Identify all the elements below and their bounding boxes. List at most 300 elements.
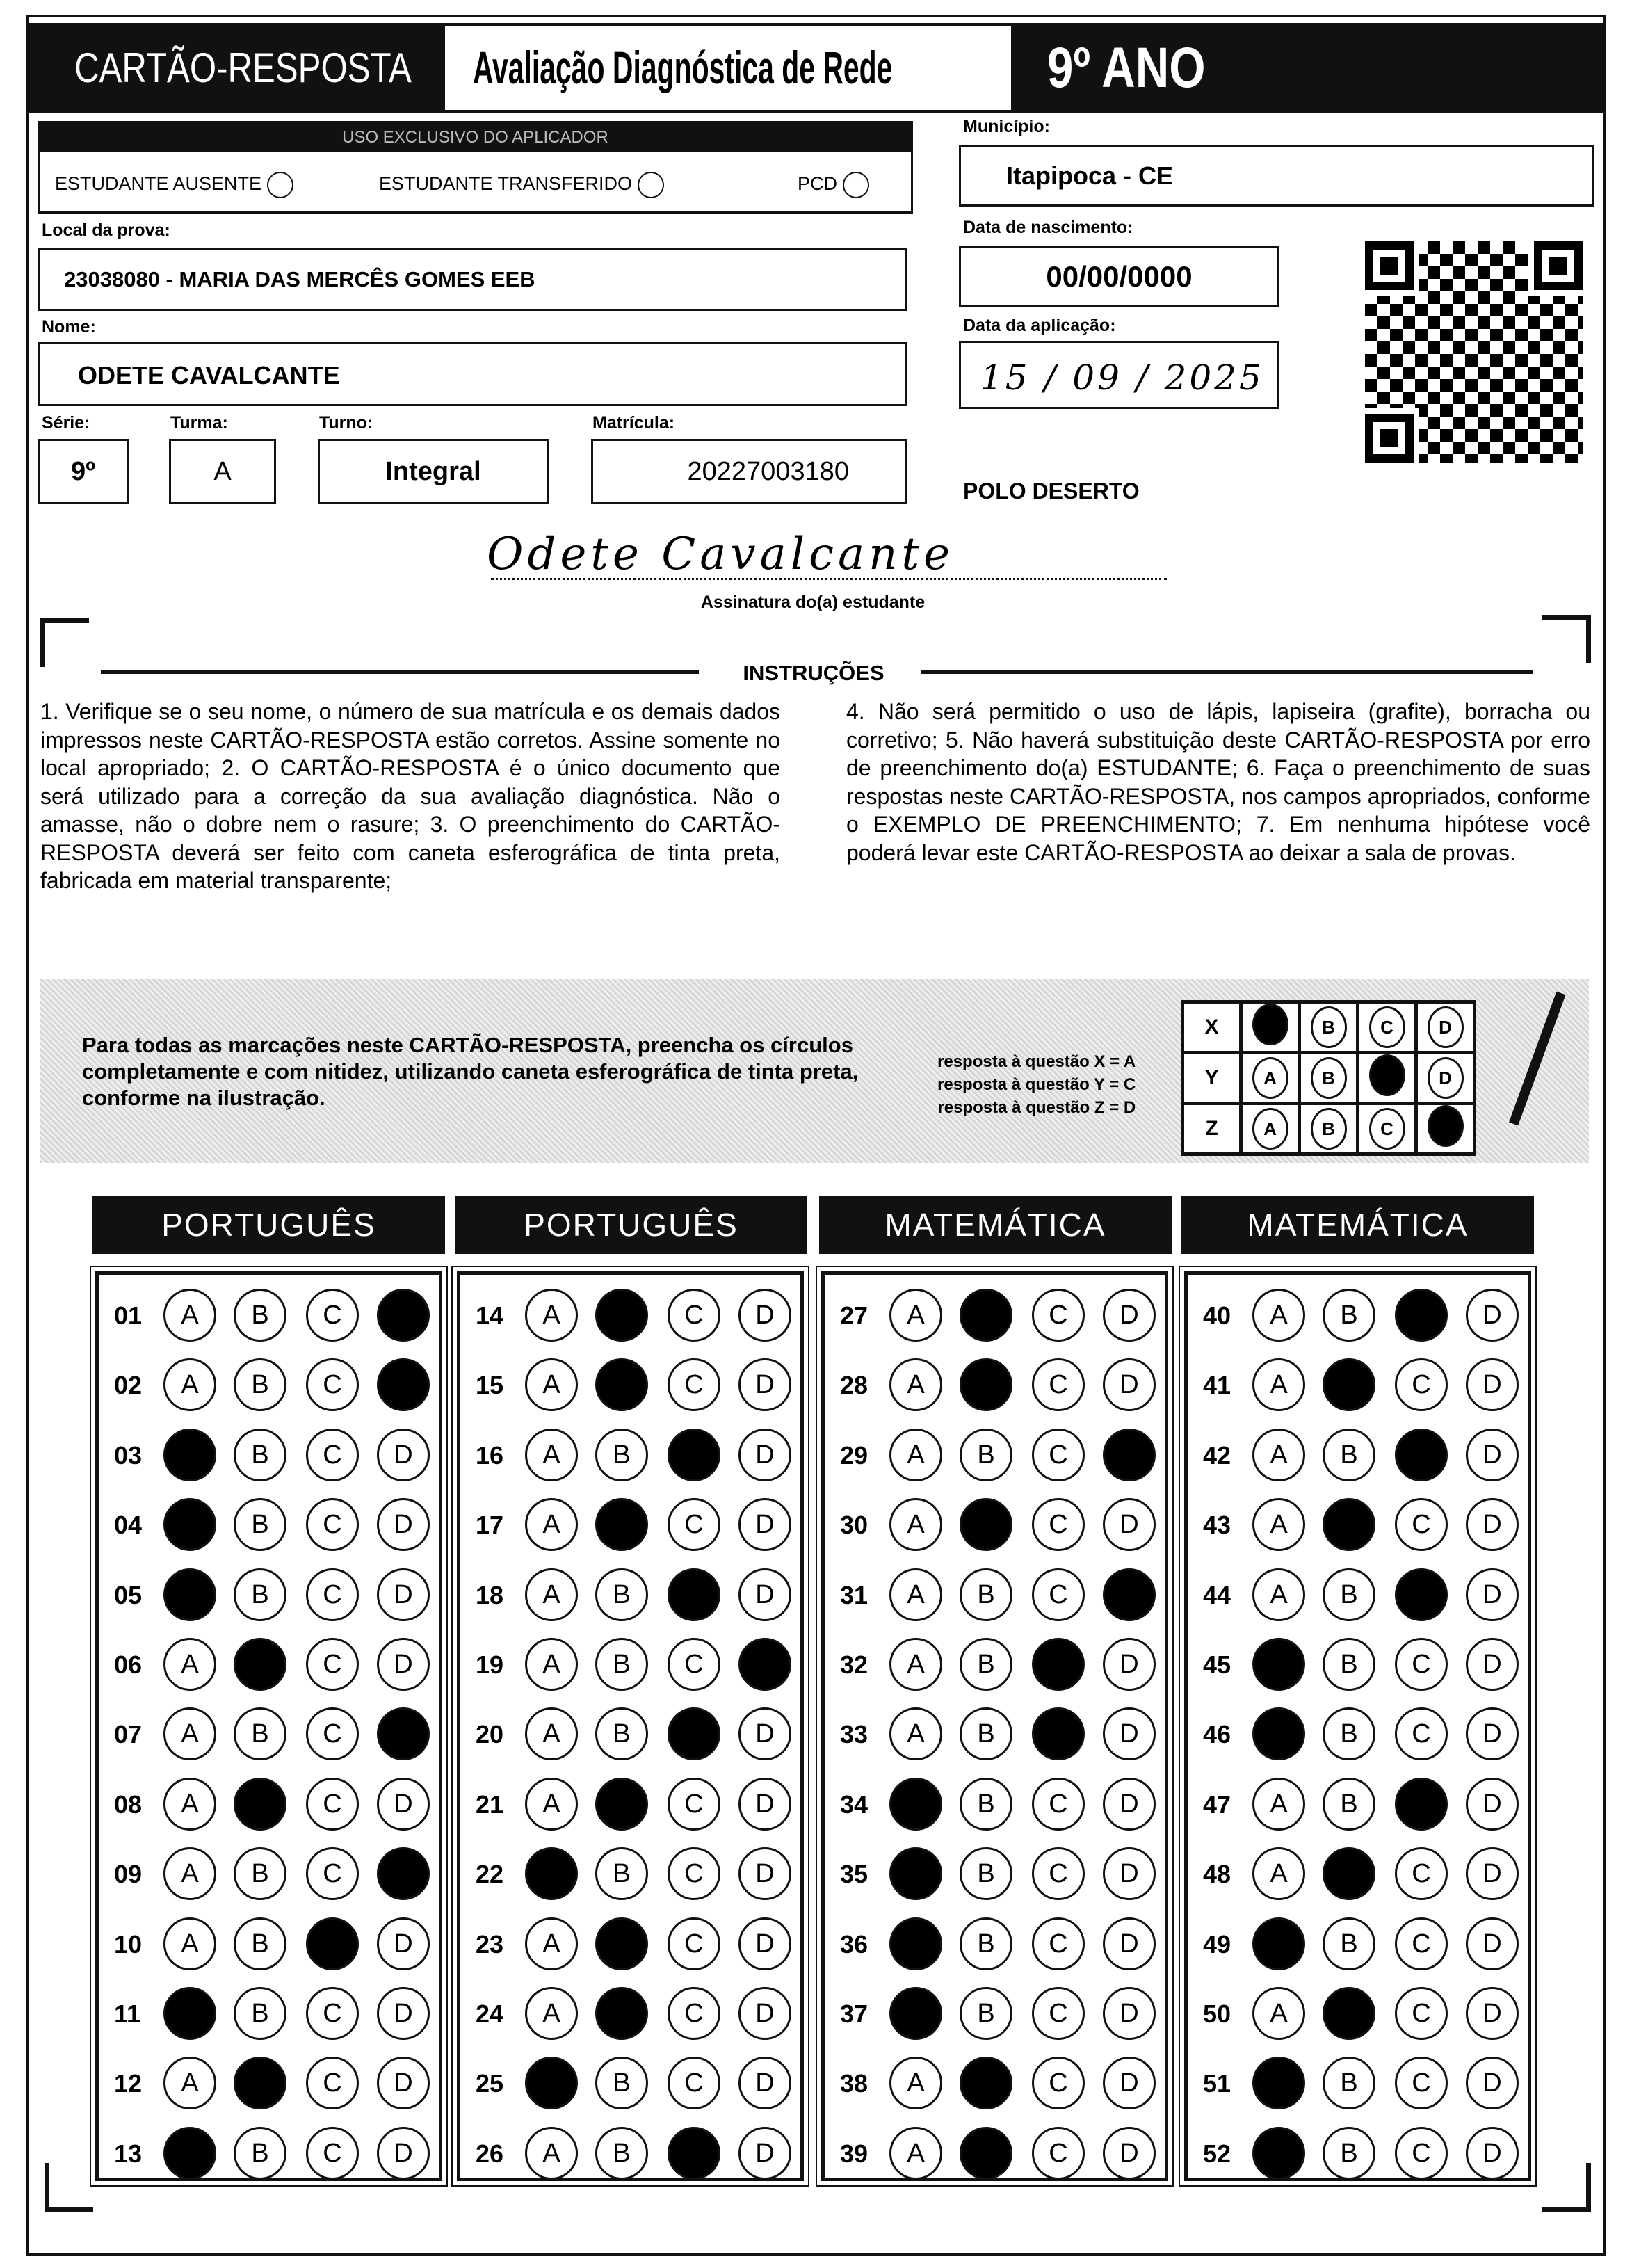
answer-bubble-c[interactable]: C <box>306 2127 359 2180</box>
pen-hand-icon <box>1509 992 1566 1126</box>
answer-bubble-b[interactable]: B <box>595 1707 648 1760</box>
answer-bubble-a[interactable]: A <box>1252 1498 1305 1551</box>
question-number: 29 <box>840 1440 868 1470</box>
answer-bubble-a[interactable] <box>889 1917 942 1970</box>
answer-row <box>1188 2055 1528 2111</box>
answer-bubble-b[interactable]: B <box>234 1987 286 2040</box>
answer-row <box>1188 1916 1528 1972</box>
answer-bubble-b[interactable] <box>595 1289 648 1342</box>
example-cell <box>1416 1053 1475 1104</box>
answer-bubble-a[interactable] <box>1252 1707 1305 1760</box>
answer-bubble-a[interactable]: A <box>525 1429 578 1481</box>
question-number: 24 <box>476 2000 504 2028</box>
answer-bubble-b[interactable] <box>595 1917 648 1970</box>
answer-bubble-d[interactable]: D <box>1466 1847 1519 1900</box>
question-number: 40 <box>1203 1301 1231 1330</box>
instructions-title: INSTRUÇÕES <box>743 661 884 685</box>
answer-bubble-b[interactable]: B <box>234 1498 286 1551</box>
answer-bubble-c[interactable] <box>668 1707 720 1760</box>
answer-bubble-d[interactable]: D <box>1466 1778 1519 1831</box>
answer-bubble-d[interactable]: D <box>377 1498 430 1551</box>
answer-bubble-c[interactable]: C <box>1032 2057 1085 2109</box>
answer-bubble-c[interactable]: C <box>668 1917 720 1970</box>
answer-bubble-d[interactable]: D <box>1466 1638 1519 1691</box>
answer-bubble-a[interactable]: A <box>889 1498 942 1551</box>
answer-bubble-c[interactable]: C <box>306 1847 359 1900</box>
pcd-option[interactable] <box>798 172 869 198</box>
answer-bubble-a[interactable] <box>163 1987 216 2040</box>
answer-bubble-a[interactable]: A <box>889 1568 942 1621</box>
answer-bubble-b[interactable] <box>595 1778 648 1831</box>
answer-row <box>99 2055 439 2111</box>
answer-bubble-a[interactable]: A <box>1252 1987 1305 2040</box>
answer-bubble-a[interactable]: A <box>1252 1778 1305 1831</box>
exam-title-text: Avaliação Diagnóstica de Rede <box>473 42 893 93</box>
answer-bubble-d[interactable]: D <box>1103 1778 1156 1831</box>
answer-bubble-a[interactable] <box>163 2127 216 2180</box>
answer-bubble-b[interactable] <box>960 1289 1012 1342</box>
answer-bubble-d[interactable]: D <box>1466 2057 1519 2109</box>
question-number: 19 <box>476 1650 504 1679</box>
answer-bubble-a[interactable] <box>525 1847 578 1900</box>
answer-bubble-c[interactable]: C <box>1032 1429 1085 1481</box>
example-cell <box>1241 1002 1300 1053</box>
answer-bubble-b[interactable]: B <box>595 1429 648 1481</box>
answer-bubble-c[interactable]: C <box>306 1778 359 1831</box>
example-bubble: A <box>1252 1057 1288 1099</box>
answer-bubble-b[interactable]: B <box>234 1707 286 1760</box>
answer-bubble-c[interactable]: C <box>1395 1917 1448 1970</box>
answer-row <box>1188 1706 1528 1762</box>
answer-bubble-a[interactable]: A <box>525 1917 578 1970</box>
answer-bubble-b[interactable] <box>595 1498 648 1551</box>
answer-bubble-b[interactable] <box>960 2127 1012 2180</box>
absent-radio[interactable] <box>267 172 293 198</box>
question-number: 16 <box>476 1440 504 1470</box>
answer-bubble-b[interactable]: B <box>234 1289 286 1342</box>
answer-row <box>460 1497 800 1552</box>
turma-value: A <box>213 457 232 486</box>
answer-bubble-b[interactable]: B <box>595 1847 648 1900</box>
question-number: 17 <box>476 1511 504 1540</box>
answer-bubble-b[interactable]: B <box>960 1568 1012 1621</box>
answer-bubble-b[interactable]: B <box>595 1638 648 1691</box>
answer-bubble-a[interactable] <box>889 1778 942 1831</box>
answer-bubble-d[interactable]: D <box>1103 2127 1156 2180</box>
transferred-option[interactable] <box>379 172 664 198</box>
answer-row <box>99 1497 439 1552</box>
question-number: 39 <box>840 2139 868 2168</box>
answer-bubble-d[interactable]: D <box>1466 1289 1519 1342</box>
answer-bubble-b[interactable]: B <box>234 1568 286 1621</box>
answer-box <box>1184 1271 1531 2181</box>
corner-mark <box>45 2163 93 2212</box>
answer-bubble-b[interactable] <box>1323 1847 1375 1900</box>
aplicacao-field[interactable] <box>959 341 1279 409</box>
answer-bubble-a[interactable]: A <box>525 1638 578 1691</box>
answer-bubble-b[interactable]: B <box>234 1358 286 1411</box>
answer-bubble-c[interactable]: C <box>1395 1707 1448 1760</box>
answer-bubble-c[interactable] <box>668 2127 720 2180</box>
answer-bubble-a[interactable]: A <box>525 1498 578 1551</box>
question-number: 47 <box>1203 1790 1231 1819</box>
answer-bubble-c[interactable]: C <box>1032 1498 1085 1551</box>
answer-bubble-a[interactable]: A <box>1252 1289 1305 1342</box>
answer-bubble-d[interactable]: D <box>1466 1498 1519 1551</box>
pcd-label: PCD <box>798 173 838 195</box>
answer-bubble-a[interactable]: A <box>889 2057 942 2109</box>
answer-bubble-d[interactable]: D <box>738 1289 791 1342</box>
answer-bubble-d[interactable]: D <box>377 1429 430 1481</box>
answer-bubble-a[interactable] <box>525 2057 578 2109</box>
answer-bubble-a[interactable] <box>1252 1917 1305 1970</box>
answer-bubble-d[interactable]: D <box>1103 1638 1156 1691</box>
answer-bubble-d[interactable]: D <box>738 2057 791 2109</box>
answer-bubble-c[interactable]: C <box>306 1289 359 1342</box>
answer-bubble-d[interactable]: D <box>377 1987 430 2040</box>
answer-row <box>460 1776 800 1832</box>
corner-mark <box>40 618 89 667</box>
absent-option[interactable] <box>55 172 293 198</box>
signature-line[interactable] <box>491 578 1167 580</box>
answer-bubble-d[interactable]: D <box>1103 1707 1156 1760</box>
answer-bubble-d[interactable]: D <box>738 1568 791 1621</box>
answer-bubble-b[interactable]: B <box>1323 1707 1375 1760</box>
pcd-radio[interactable] <box>843 172 869 198</box>
answer-bubble-b[interactable]: B <box>234 1429 286 1481</box>
answer-bubble-c[interactable]: C <box>1032 1289 1085 1342</box>
example-band <box>40 979 1589 1163</box>
aplicacao-label: Data da aplicação: <box>963 316 1116 335</box>
answer-bubble-c[interactable]: C <box>1395 2057 1448 2109</box>
answer-bubble-b[interactable]: B <box>960 1987 1012 2040</box>
question-number: 09 <box>114 1860 143 1889</box>
answer-bubble-c[interactable]: C <box>1395 1847 1448 1900</box>
answer-bubble-b[interactable]: B <box>960 1638 1012 1691</box>
question-number: 06 <box>114 1650 143 1679</box>
answer-bubble-b[interactable] <box>1323 1987 1375 2040</box>
answer-bubble-b[interactable]: B <box>960 1778 1012 1831</box>
answer-bubble-a[interactable]: A <box>1252 1358 1305 1411</box>
answer-bubble-a[interactable]: A <box>525 2127 578 2180</box>
question-number: 20 <box>476 1720 504 1749</box>
answer-bubble-b[interactable] <box>1323 1358 1375 1411</box>
answer-row <box>460 1846 800 1901</box>
answer-row <box>825 1287 1165 1343</box>
answer-row <box>460 1916 800 1972</box>
answer-bubble-c[interactable]: C <box>306 1568 359 1621</box>
question-number: 18 <box>476 1580 504 1609</box>
answer-bubble-c[interactable] <box>1032 1707 1085 1760</box>
answer-row <box>825 1916 1165 1972</box>
answer-bubble-a[interactable] <box>889 1847 942 1900</box>
answer-bubble-b[interactable]: B <box>1323 1429 1375 1481</box>
answer-bubble-c[interactable]: C <box>1395 1987 1448 2040</box>
answer-bubble-d[interactable]: D <box>1466 1358 1519 1411</box>
answer-row <box>460 2125 800 2181</box>
answer-bubble-a[interactable]: A <box>163 1847 216 1900</box>
answer-bubble-c[interactable] <box>668 1429 720 1481</box>
answer-bubble-c[interactable]: C <box>306 1987 359 2040</box>
nascimento-field <box>959 246 1279 307</box>
question-number: 15 <box>476 1371 504 1400</box>
answer-bubble-b[interactable] <box>960 1358 1012 1411</box>
answer-bubble-a[interactable]: A <box>889 1707 942 1760</box>
answer-bubble-b[interactable]: B <box>595 2057 648 2109</box>
local-label: Local da prova: <box>42 220 170 240</box>
question-number: 51 <box>1203 2069 1231 2098</box>
question-number: 30 <box>840 1511 868 1540</box>
answer-bubble-d[interactable]: D <box>377 2127 430 2180</box>
corner-mark <box>1542 615 1591 663</box>
answer-bubble-d[interactable]: D <box>377 1638 430 1691</box>
answer-bubble-a[interactable]: A <box>163 2057 216 2109</box>
answer-bubble-a[interactable]: A <box>1252 1429 1305 1481</box>
municipio-field <box>959 145 1594 207</box>
answer-bubble-c[interactable]: C <box>1032 1778 1085 1831</box>
answer-bubble-c[interactable]: C <box>1395 2127 1448 2180</box>
answer-row <box>460 1357 800 1413</box>
answer-row <box>825 1776 1165 1832</box>
answer-row <box>1188 1497 1528 1552</box>
answer-bubble-a[interactable]: A <box>525 1778 578 1831</box>
answer-bubble-b[interactable]: B <box>960 1847 1012 1900</box>
section-title: MATEMÁTICA <box>1181 1196 1534 1254</box>
example-question: X <box>1183 1002 1241 1053</box>
answer-bubble-b[interactable]: B <box>1323 2127 1375 2180</box>
answer-bubble-a[interactable]: A <box>889 1358 942 1411</box>
answer-bubble-a[interactable]: A <box>163 1778 216 1831</box>
answer-bubble-d[interactable]: D <box>1103 1847 1156 1900</box>
qr-code <box>1365 241 1583 463</box>
answer-bubble-d[interactable]: D <box>738 1358 791 1411</box>
answer-bubble-d[interactable]: D <box>1103 1498 1156 1551</box>
answer-bubble-d[interactable]: D <box>1466 1429 1519 1481</box>
nascimento-value: 00/00/0000 <box>1046 260 1193 293</box>
answer-bubble-c[interactable]: C <box>668 1498 720 1551</box>
answer-bubble-a[interactable]: A <box>163 1707 216 1760</box>
question-number: 38 <box>840 2069 868 2098</box>
answer-bubble-b[interactable]: B <box>595 2127 648 2180</box>
signature-label: Assinatura do(a) estudante <box>700 593 926 612</box>
answer-bubble-c[interactable]: C <box>1395 1498 1448 1551</box>
matricula-field <box>591 439 907 504</box>
answer-bubble-b[interactable] <box>234 1638 286 1691</box>
answer-row <box>99 1846 439 1901</box>
answer-bubble-c[interactable] <box>1395 1429 1448 1481</box>
answer-box <box>821 1271 1168 2181</box>
question-number: 08 <box>114 1790 143 1819</box>
answer-bubble-b[interactable]: B <box>960 1917 1012 1970</box>
answer-bubble-c[interactable]: C <box>306 2057 359 2109</box>
answer-row <box>1188 1287 1528 1343</box>
answer-bubble-d[interactable]: D <box>1103 1289 1156 1342</box>
answer-row <box>1188 1427 1528 1483</box>
answer-bubble-d[interactable] <box>377 1847 430 1900</box>
answer-bubble-b[interactable]: B <box>1323 1638 1375 1691</box>
answer-bubble-a[interactable]: A <box>1252 1568 1305 1621</box>
answer-bubble-d[interactable]: D <box>738 2127 791 2180</box>
answer-bubble-d[interactable]: D <box>1103 1987 1156 2040</box>
answer-bubble-b[interactable]: B <box>234 1847 286 1900</box>
answer-bubble-d[interactable]: D <box>1466 1917 1519 1970</box>
answer-bubble-c[interactable]: C <box>1395 1358 1448 1411</box>
answer-bubble-d[interactable]: D <box>1466 2127 1519 2180</box>
turma-label: Turma: <box>170 413 228 433</box>
answer-row <box>99 1986 439 2041</box>
answer-bubble-c[interactable]: C <box>668 1778 720 1831</box>
answer-row <box>99 1287 439 1343</box>
answer-bubble-a[interactable]: A <box>525 1987 578 2040</box>
answer-bubble-c[interactable]: C <box>668 1289 720 1342</box>
answer-bubble-d[interactable]: D <box>1103 2057 1156 2109</box>
answer-bubble-b[interactable]: B <box>1323 1917 1375 1970</box>
answer-bubble-c[interactable]: C <box>1032 1568 1085 1621</box>
example-question: Z <box>1183 1104 1241 1155</box>
question-number: 34 <box>840 1790 868 1819</box>
answer-bubble-d[interactable]: D <box>1466 1707 1519 1760</box>
answer-bubble-b[interactable] <box>960 1498 1012 1551</box>
answer-bubble-b[interactable] <box>595 1987 648 2040</box>
answer-bubble-c[interactable] <box>1032 1638 1085 1691</box>
answer-bubble-a[interactable]: A <box>889 2127 942 2180</box>
answer-bubble-a[interactable]: A <box>525 1568 578 1621</box>
answer-row <box>460 1287 800 1343</box>
answer-bubble-a[interactable]: A <box>163 1358 216 1411</box>
answer-bubble-d[interactable]: D <box>738 1917 791 1970</box>
answer-bubble-a[interactable]: A <box>889 1638 942 1691</box>
answer-bubble-d[interactable]: D <box>1103 1917 1156 1970</box>
answer-bubble-d[interactable]: D <box>377 1917 430 1970</box>
answer-bubble-d[interactable]: D <box>1466 1987 1519 2040</box>
answer-bubble-c[interactable] <box>668 1568 720 1621</box>
answer-bubble-a[interactable] <box>163 1429 216 1481</box>
answer-row <box>460 1427 800 1483</box>
answer-bubble-b[interactable] <box>234 1778 286 1831</box>
answer-bubble-c[interactable]: C <box>306 1707 359 1760</box>
answer-bubble-c[interactable]: C <box>668 1638 720 1691</box>
question-number: 01 <box>114 1301 143 1330</box>
answer-bubble-c[interactable]: C <box>306 1638 359 1691</box>
turno-field <box>318 439 549 504</box>
corner-mark <box>1542 2163 1591 2212</box>
answer-row <box>825 1636 1165 1692</box>
answer-bubble-d[interactable]: D <box>377 1568 430 1621</box>
answer-bubble-c[interactable]: C <box>306 1358 359 1411</box>
answer-bubble-b[interactable]: B <box>1323 1778 1375 1831</box>
answer-row <box>99 1776 439 1832</box>
exam-title <box>445 23 1011 113</box>
answer-bubble-c[interactable]: C <box>668 1358 720 1411</box>
answer-bubble-a[interactable]: A <box>163 1917 216 1970</box>
answer-bubble-c[interactable]: C <box>1032 2127 1085 2180</box>
question-number: 43 <box>1203 1511 1231 1540</box>
answer-bubble-a[interactable]: A <box>525 1289 578 1342</box>
answer-box <box>457 1271 804 2181</box>
answer-bubble-a[interactable] <box>163 1498 216 1551</box>
answer-bubble-b[interactable] <box>595 1358 648 1411</box>
answer-bubble-c[interactable]: C <box>668 1987 720 2040</box>
answer-bubble-c[interactable] <box>306 1917 359 1970</box>
answer-bubble-a[interactable]: A <box>525 1358 578 1411</box>
answer-bubble-c[interactable]: C <box>306 1498 359 1551</box>
answer-bubble-c[interactable]: C <box>1395 1638 1448 1691</box>
answer-bubble-c[interactable] <box>1395 1568 1448 1621</box>
answer-bubble-d[interactable]: D <box>738 1498 791 1551</box>
answer-bubble-d[interactable]: D <box>1466 1568 1519 1621</box>
answer-bubble-a[interactable]: A <box>889 1429 942 1481</box>
answer-bubble-d[interactable] <box>1103 1568 1156 1621</box>
answer-row <box>825 1986 1165 2041</box>
answer-bubble-c[interactable]: C <box>1032 1987 1085 2040</box>
answer-bubble-c[interactable]: C <box>1032 1847 1085 1900</box>
answer-bubble-a[interactable] <box>1252 2127 1305 2180</box>
section-title: PORTUGUÊS <box>92 1196 445 1254</box>
answer-bubble-d[interactable]: D <box>738 1778 791 1831</box>
answer-bubble-d[interactable]: D <box>738 1987 791 2040</box>
answer-bubble-a[interactable] <box>1252 2057 1305 2109</box>
answer-bubble-c[interactable] <box>1395 1778 1448 1831</box>
answer-bubble-a[interactable] <box>1252 1638 1305 1691</box>
answer-bubble-b[interactable]: B <box>960 1707 1012 1760</box>
answer-bubble-d[interactable]: D <box>738 1707 791 1760</box>
answer-bubble-b[interactable]: B <box>1323 1289 1375 1342</box>
question-number: 45 <box>1203 1650 1231 1679</box>
answer-bubble-c[interactable]: C <box>1032 1358 1085 1411</box>
answer-bubble-d[interactable] <box>377 1289 430 1342</box>
answer-bubble-c[interactable]: C <box>668 2057 720 2109</box>
question-number: 07 <box>114 1720 143 1749</box>
answer-bubble-a[interactable]: A <box>525 1707 578 1760</box>
answer-bubble-d[interactable]: D <box>1103 1358 1156 1411</box>
answer-bubble-b[interactable] <box>960 2057 1012 2109</box>
answer-bubble-a[interactable]: A <box>163 1638 216 1691</box>
answer-bubble-d[interactable]: D <box>738 1429 791 1481</box>
question-number: 48 <box>1203 1860 1231 1889</box>
answer-bubble-d[interactable] <box>377 1358 430 1411</box>
answer-bubble-b[interactable] <box>234 2057 286 2109</box>
answer-bubble-b[interactable]: B <box>595 1568 648 1621</box>
answer-row <box>1188 1846 1528 1901</box>
answer-bubble-b[interactable]: B <box>234 2127 286 2180</box>
example-cell <box>1300 1002 1358 1053</box>
answer-bubble-d[interactable] <box>738 1638 791 1691</box>
answer-bubble-d[interactable] <box>377 1707 430 1760</box>
answer-bubble-d[interactable]: D <box>738 1847 791 1900</box>
answer-bubble-d[interactable]: D <box>377 2057 430 2109</box>
answer-bubble-b[interactable]: B <box>960 1429 1012 1481</box>
answer-bubble-d[interactable]: D <box>377 1778 430 1831</box>
answer-bubble-a[interactable] <box>163 1568 216 1621</box>
answer-bubble-c[interactable] <box>1395 1289 1448 1342</box>
answer-bubble-c[interactable]: C <box>668 1847 720 1900</box>
answer-bubble-d[interactable] <box>1103 1429 1156 1481</box>
answer-bubble-b[interactable]: B <box>234 1917 286 1970</box>
answer-bubble-c[interactable]: C <box>306 1429 359 1481</box>
question-number: 32 <box>840 1650 868 1679</box>
answer-bubble-a[interactable]: A <box>163 1289 216 1342</box>
transferred-radio[interactable] <box>638 172 664 198</box>
answer-bubble-a[interactable]: A <box>1252 1847 1305 1900</box>
answer-bubble-a[interactable] <box>889 1987 942 2040</box>
serie-field <box>38 439 129 504</box>
answer-bubble-b[interactable]: B <box>1323 1568 1375 1621</box>
answer-row <box>825 1357 1165 1413</box>
answer-bubble-a[interactable]: A <box>889 1289 942 1342</box>
answer-bubble-b[interactable]: B <box>1323 2057 1375 2109</box>
answer-bubble-b[interactable] <box>1323 1498 1375 1551</box>
answer-bubble-c[interactable]: C <box>1032 1917 1085 1970</box>
